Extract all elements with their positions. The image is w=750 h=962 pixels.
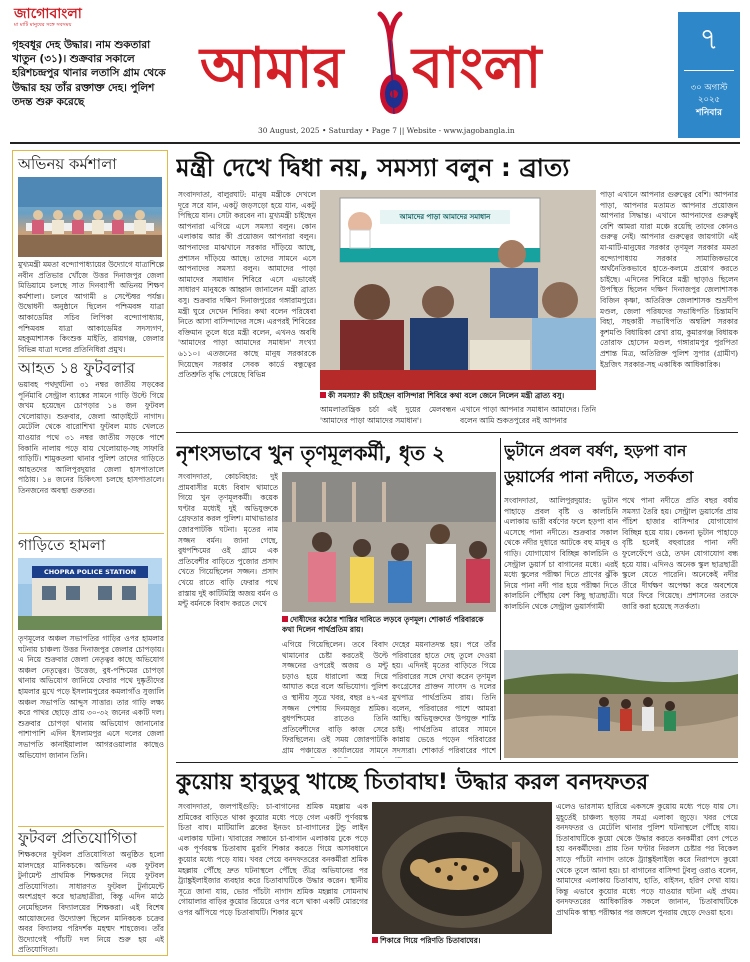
masthead-rule (10, 142, 740, 144)
story3-col2: পথে পানা নদীতে প্রতি বছর বর্ষায় সমস্যা তৈরি হয়। সেন্ট্রাল ডুয়ার্সের প্রায় পঁচিশ হাজার বাসিন্দার যোগাযোগ বিচ্ছিন্ন হয়ে যায়। কেননা ভুটান পাহাড়ে বৃষ্টি হলেই বহুবারের পানা নদী ফুলেফেঁপে ওঠে, তখন যোগাযোগ বন্ধ হয়ে যায়। এদিনও অনেক স্কুল ছাত্রছাত্রী স্কুলে যেতে পারেনি। অনেকেই নদীর তীরে দীর্ঘক্ষণ অপেক্ষা করে অবশেষে ঘরে ফিরে গিয়েছে। প্রশাসনের তরফে জারি করা হয়েছে সতর্কতা। (622, 496, 738, 611)
sidebar-title-workshop: অভিনয় কর্মশালা (18, 155, 117, 173)
story4-col3: এলেও ভারসাম্য হারিয়ে একসঙ্গে কুয়োয় মধ্যে পড়ে যায় সে। মুহূর্তেই চাঞ্চল্য ছড়ায় সমগ্র এলাকা জুড়ে। খবর পেয়ে বনদফতর ও মেটেলি থানার পুলিশ ঘটনাস্থলে পৌঁছে যায়। চিতাবাঘটিকে কুয়ো থেকে উদ্ধার করতে বনকর্মীরা বেগ পেতে হয় বনকর্মীদের। প্রায় তিন ঘণ্টার নিরলস চেষ্টার পর বিকেল সাড়ে পাঁচটা নাগাদ তাকে ট্র্যাঙ্কুইলাইজ করে নিরাপদে কুয়ো থেকে তুলে আনা হয়। চা বাগানের বাসিন্দা টুবলু ওরাও বলেন, আমাদের এলাকায় চিতাবাঘ, হাতি, বাইসন, হরিণ দেখা যায়। কিন্তু এভাবে কুয়োর মধ্যে পড়ে যাওয়ার ঘটনা এই প্রথম। বনদফতরের আধিকারিক সকলে জানান, চিতাবাঘটিকে প্রাথমিক স্বাস্থ্য পরীক্ষার পর জঙ্গলে পুনরায় ছেড়ে দেওয়া হবে। (556, 802, 738, 917)
sidebar-body-workshop: মুখ্যমন্ত্রী মমতা বন্দ্যোপাধ্যায়ের উদ্যোগে যাত্রাশিল্পে নবীন প্রতিভার খোঁজে উত্তর দিনাজপুর জেলা মিডিয়ামে চলছে সাত দিনব্যাপী অভিনয় শিক্ষণ কর্মশালা। চলবে আগামী ৪ সেপ্টেম্বর পর্যন্ত। উদ্বোধনী অনুষ্ঠানে ছিলেন পশ্চিমবঙ্গ যাত্রা আকাডেমির সচিব লিপিকা বন্দ্যোপাধ্যায়, পশ্চিমবঙ্গ যাত্রা আকাডেমির সদস্যগণ, মহকুমাশাসক কিংশুক মাইতি, রায়গঞ্জ, জেলার বিভিন্ন যাত্রা দলের প্রতিনিধিরা প্রমুখ। (18, 260, 164, 354)
police-station-sign: CHOPRA POLICE STATION (43, 568, 137, 576)
story4-col1: সংবাদদাতা, জলপাইগুড়ি: চা-বাগানের শ্রমিক মহল্লায় এক শ্রমিকের বাড়িতে থাকা কুয়োর মধ্যে পড়ে গেল একটি পূর্ণবয়স্ক চিতা বাঘ। মাটিয়ালি ব্লকের ইনডং চা-বাগানের টুন্ডু লাইন এলাকায় ঘটনা। খাবারের সন্ধানে চা-বাগান এলাকায় ঢুকে পড়ে এক পূর্ণবয়স্ক চিতাবাঘ মুরগি শিকার করতে গিয়ে অসাবধানে কুয়োর মধ্যে পড়ে যায়। খবর পেয়ে বনদফতরের বনকর্মীরা শ্রমিক মহল্লায় পৌঁছে দ্রুত ঘটনাস্থলে পৌঁছে তীব্র অভিযানের পর ট্র্যাঙ্কুইলাইজার ব্যবহার করে চিতাবাঘটিকে উদ্ধার করেন। স্থানীয় সূত্রে জানা যায়, ভোর পাঁচটা নাগাদ শ্রমিক মহল্লায় সোমনাথ গোয়ালার বাড়ির কুয়োর রিয়েরে ওপর বসে থাকা একটি মোরগের ওপর ঝাঁপিয়ে পড়ে চিতাবাঘটি। শিকার মুখে (178, 802, 368, 917)
corner-logo-text: জাগোবাংলা (14, 6, 82, 22)
date-label: ৩০ অগাস্ট (690, 83, 728, 93)
story4-headline: কুয়োয় হাবুডুবু খাচ্ছে চিতাবাঘ! উদ্ধার করল বনদফতর (176, 770, 649, 795)
story4-caption (372, 936, 552, 948)
masthead-title-left: আমার (200, 36, 344, 101)
story1-caption-text: কী সমস্যা? কী চাইছেন বাসিন্দারা শিবিরে কথা বলে জেনে নিলেন মন্ত্রী ব্রাত্য বসু। (328, 391, 565, 400)
police-station-photo (18, 558, 162, 630)
teaser-text: গৃহবধূর দেহ উদ্ধার। নাম শুকতারা খাতুন (৩১)। শুক্রবার সকালে হরিশচন্দ্রপুর থানার লতাসি গ্রাম থেকে উদ্ধার হয় তাঁর রক্তাক্ত দেহ। পুলিশ তদন্ত শুরু করেছে (12, 39, 166, 108)
story2-vertical-rule (500, 438, 501, 760)
story1-divider (176, 432, 738, 433)
sidebar-title-football: ফুটবল প্রতিযোগিতা (18, 826, 164, 848)
caption-marker-icon (282, 616, 288, 622)
story2-caption (282, 615, 496, 637)
story1-col1: সংবাদদাতা, বালুরঘাট: মানুষ মন্ত্রীকে দেখলে দূরে সরে যান, একটু জড়সড়ো হয়ে যান, একটু পিছিয়ে যান। সেটা করবেন না। মুখ্যমন্ত্রী চাইছেন আপনারা এগিয়ে এসে সমস্যা বলুন। কোন এলাকায় আর কী প্রয়োজন আপনারা বলুন। আপনাদের মাঝখানে সরকার দাঁড়িয়ে আছে, প্রশাসন দাঁড়িয়ে আছে। তাদের সামনে এসে আপনাদের সমস্যা বলুন। আমাদের পাড়া আমাদের সমাধান শিবিরে এসে এভাবেই সাধারণ মানুষকে আহ্বান জানালেন মন্ত্রী ব্রাত্য বসু। শুক্রবার দক্ষিণ দিনাজপুরের গঙ্গারামপুরে। মন্ত্রী ঘুরে দেখেন শিবির। কথা বলেন পরিষেবা নিতে আসা বাসিন্দাদের সঙ্গে। এরপরই শিবিরের বক্তিমান তুলে ধরে মন্ত্রী বলেন, এখনও অবধি 'আমাদের পাড়া আমাদের সমাধান' সংখ্যা ৬১১০। এতজনের কাছে মানুষ সরকারকে দিয়েছেন সরকার সেবক কার্ডে বন্ধুত্বের প্রতিশ্রুতি বৃদ্ধি পেয়েছে বিভিন্ন (178, 190, 316, 380)
corner-logo (14, 6, 100, 32)
story2-divider (176, 762, 738, 763)
story4-caption-text: শিকারে গিয়ে পরিণতি চিতাবাঘের। (380, 936, 481, 945)
story3-headline: ভুটানে প্রবল বর্ষণ, হড়পা বান ডুয়ার্সের পানা নদীতে, সতর্কতা (504, 442, 694, 486)
story2-headline: নৃশংসভাবে খুন তৃণমূলকর্মী, ধৃত ২ (176, 441, 446, 465)
corner-logo-tagline: মা মাটি মানুষের সঙ্গে সবসময় (14, 22, 72, 28)
story3-photo (504, 650, 738, 758)
year-label: ২০২৫ (697, 95, 721, 105)
sidebar-title-attack: গাড়িতে হামলা (18, 533, 164, 555)
masthead-title-right: বাংলা (412, 36, 542, 101)
page-date-box (678, 12, 740, 138)
caption-marker-icon (320, 392, 326, 398)
dateline: 30 August, 2025 • Saturday • Page 7 || Website - www.jagobangla.in (258, 126, 515, 135)
sidebar-body-injured: ভয়াবহ পথদুর্ঘটনা ৩১ নম্বর জাতীয় সড়কের পূর্নিমাবি সেন্ট্রাল ব্যাঙ্কের সামনে গাড়ি উল্টে গিয়ে জখম হয়েছেন চোপড়ার ১৪ জন ফুটবল খেলোয়াড়। শুক্রবার, জেলা আড়াইটে নাগাদ। মেটেলি থেকে বারোশিখা ফুটবল ম্যাচ খেলতে যাওয়ার পথে ৩১ নম্বর জাতীয় সড়কে পাশে বিকানি নালায় পড়ে যায় খেলোয়াড়-সহ সাফারি গাড়িটি। শামুকতলা থানার পুলিশ তাদের গাড়িতে আহতদের আলিপুরদুয়ার জেলা হাসপাতালে পাঠায়। ১৪ জনের চিকিৎসা চলছে হাসপাতালে। তিনজনের অবস্থা গুরুতর। (18, 380, 164, 495)
caption-marker-icon (372, 937, 378, 943)
story2-caption-text: দোষীদের কঠোর শাস্তির দাবিতে লড়বে তৃণমূল। শোকার্ত পরিবারকে কথা দিলেন পার্থপ্রতিম রায়। (282, 615, 484, 634)
story2-col1: সংবাদদাতা, কোচবিহার: দুই প্রামবাসীর মধ্যে বিবাদ থামাতে গিয়ে খুন তৃণমূলকর্মী। কয়েক ঘণ্টার মধ্যেই দুই অভিযুক্তকে গ্রেফতার করল পুলিশ। মাথাভাঙার জোরপাটকি ঘটনা। মৃতের নাম সজ্জন বর্মন। জানা গেছে, বুধপশ্চিমের ওই গ্রামে এক প্রতিবেশীর বাড়িতে পুজোর প্রসাদ খেতে গিয়েছিলেন সজ্জন। প্রসাদ খেয়ে রাতে বাড়ি ফেরার পথে রাস্তায় দুই কাটিমিস্ত্রি অজয় বর্মন ও মন্টু বর্মনকে বিবাদ করতে দেখে (178, 472, 278, 609)
sidebar-body-attack: তৃণমূলের অঞ্চল সভাপতির গাড়ির ওপর হামলার ঘটনায় চাঞ্চল্য উত্তর দিনাজপুর জেলার চোপড়ায়। এ নিয়ে শুক্রবার জেলা নেতৃত্বর কাছে অভিযোগ অঞ্চল নেতৃত্বের। উত্তেজ, বুধ-পশ্চিমের চোপড়া থানায় অভিযোগ জানিয়ে ফেরার পথে দুষ্কৃতীদের হামলার মুখে পড়ে ইসলামপুরের কমলাগাঁও সুজালি অঞ্চল সভাপতি আব্দুস সাত্তার। তার গাড়ি লক্ষ্য করে পাথর ছোড়ে প্রায় ৩০-৩২ জনের একটি দল। শুক্রবার চোপড়া থানায় অভিযোগ জানানোর পাশাপাশি এদিন ইসলামপুর এসে দলের জেলা সভাপতি কানাইয়ালাল আগরওয়ালার কাছেও অভিযোগ জানান তিনি। (18, 634, 164, 760)
story1-below-right: এখানে পাড়া আপনার সমাধান আমাদের। তিনি বলেন আমি শুকতপুরের নই আপনার (460, 405, 596, 425)
story3-col1: সংবাদদাতা, আলিপুরদুয়ার: ভুটান পাহাড়ে প্রবল বৃষ্টি ও কালচিনি এলাকায় ভারী বর্ষণের ফলে হড়পা বান এসেছে পানা নদীতে। শুক্রবার সকাল থেকে নদীর দুধারে আটকে বহু মানুষ ও গাড়ি। যোগাযোগ বিচ্ছিন্ন কালচিনি ও সেন্ট্রাল ডুয়ার্স চা বাগানের মধ্যে। এরই মধ্যে স্কুলের পরীক্ষা দিতে প্রাণের ঝুঁকি নিয়ে পানা নদী পার হয়ে পরীক্ষা দিতে কালচিনি পৌঁছায় বেশ কিছু ছাত্রছাত্রী। কালচিনি থেকে সেন্ট্রাল ডুয়ার্সগামী (504, 496, 618, 611)
day-label: শনিবার (696, 108, 722, 118)
story1-photo (320, 190, 596, 390)
story1-below-left: আমলাতান্ত্রিক চর্চা এই দুয়ের মেলবন্ধন 'আমাদের পাড়া আমাদের সমাধান'। (320, 405, 456, 425)
workshop-photo (18, 177, 162, 257)
story4-photo (372, 802, 552, 934)
story1-headline: মন্ত্রী দেখে দ্বিধা নয়, সমস্যা বলুন : ব্রাত্য (176, 153, 570, 182)
sidebar-title-injured: আহত ১৪ ফুটবলার (18, 356, 164, 378)
story1-photo-banner: আমাদের পাড়া আমাদের সমাধান (399, 213, 491, 221)
story1-col3: পাড়া এখানে আপনার গুরুত্বের বেশি। আপনার পাড়া, আপনার মতামত আপনার প্রয়োজন আপনার সিদ্ধান্ত। এখানে আপনাদের গুরুত্বই বেশি আমরা যারা মঞ্চে রয়েছি তাদের কোনও গুরুত্ব নেই। আপনার গুরুত্বের জায়গাটা এই মা-মাটি-মানুষের সরকার তৃণমূল সরকার মমতা বন্দ্যোপাধ্যায় সরকার সামাজিকভাবে অর্থনৈতিকভাবে হাতে-কলমে প্রয়োগ করতে চাইছে। এদিনের শিবিরে মন্ত্রী ছাড়াও ছিলেন উপস্থিত ছিলেন দক্ষিণ দিনাজপুর জেলাশাসক বিজিন কৃষ্ণা, অতিরিক্ত জেলাশাসক শুভ্রদীপ মণ্ডল, জেলা পরিষদের সভাধিপতি চিন্তামণি বিহা, সহকারী সভাধিপতি অম্বরিশ সরকার কুশমণ্ডি বিধায়িকা রেখা রায়, কুমারগঞ্জ বিধায়ক তোরাফ হোসেন মণ্ডল, গঙ্গারামপুর পুরপিতা প্রশান্ত মিত্র, অতিরিক্ত পুলিশ সুপার (গ্রামীণ) ইদ্রজিৎ সরকার-সহ একাধিক আধিকারিক। (600, 190, 738, 369)
story1-caption (320, 391, 596, 403)
sidebar-body-football: শিক্ষকদের ফুটবল প্রতিযোগিতা অনুষ্ঠিত হলো মালদহের মানিকচকে। অভিনব এক ফুটবল টুর্নামেন্ট প্রাথমিক শিক্ষকদের নিয়ে ফুটবল প্রতিযোগিতা। সাধারণত ফুটবল টুর্নামেন্টে অংশগ্রহণ করে ছাত্রছাত্রীরা, কিন্তু এদিন মাঠে নেমেছিলেন বিদ্যালয়ের শিক্ষকরা। এই বিশেষ আয়োজনের উদ্যোক্তা ছিলেন মানিকচক চক্রের অবর বিদ্যালয় পরিদর্শক মহম্মদ শাহজেব। তাঁর উদ্যোগেই পাঁচটি দল নিয়ে শুরু হয় এই প্রতিযোগিতা। (18, 850, 164, 954)
ektara-logo-icon (360, 10, 420, 120)
story2-col-right: দেহের ময়নাতদন্ত হয়। পরে তাঁর পরিবারের হাতে দেহ তুলে দেওয়া হয়। এদিনই মৃতের বাড়িতে গিয়ে পরিবারের সঙ্গে দেখা করেন তৃণমূল কংগ্রেসের প্রাক্তন সাংসদ ও দলের মুখপাত্র পার্থপ্রতিম রায়। তিনি বলেন, পরিবারের পাশে আমরা আছি। অভিযুক্তদের উপযুক্ত শাস্তি চাই। পার্থপ্রতিম রায়ের সামনে কান্নায় ভেঙে পড়েন পরিবারের সদস্যরা। শোকার্ত পরিবারের পাশে (392, 640, 496, 755)
story2-col-mid: এগিয়ে গিয়েছিলেন। তবে বিবাদ থামানোর চেষ্টা করতেই উল্টে সজ্জনের ওপরেই অজয় ও মন্টু চড়াও হয়ে ধারালো অস্ত্র দিয়ে আঘাত করে বলে অভিযোগ। পুলিশ ও স্থানীয় সূত্রে খবর, বছর ৪৭-এর সজ্জন পেশায় দিনমজুর শ্রমিক। বুধপশ্চিমের রাতেও তিনি প্রতিবেশীদের বাড়ি কাজ সেরে ফিরছিলেন। ওই সময় জোরপাটকি গ্রাম পঞ্চায়েত কার্যালয়ের সামনে (282, 640, 388, 755)
story2-photo (282, 472, 496, 612)
masthead-title (200, 10, 630, 120)
page-number: ৭ (699, 22, 719, 57)
